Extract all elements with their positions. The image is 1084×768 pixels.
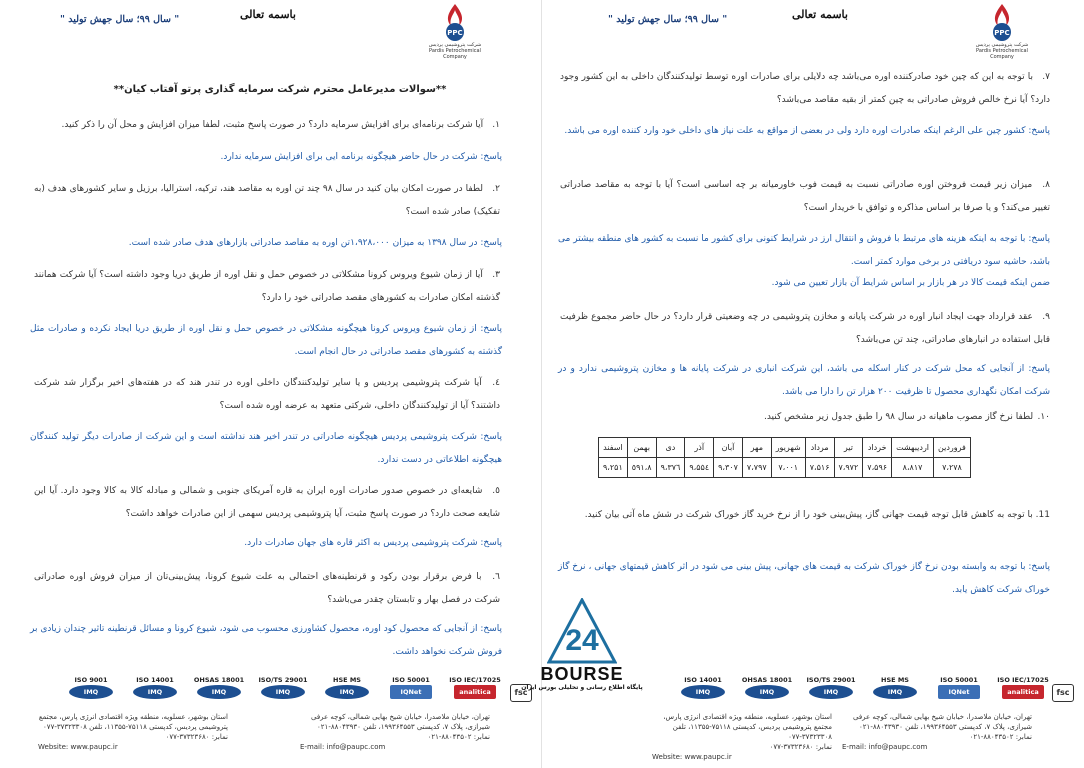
question-8 xyxy=(560,174,1050,220)
logo-company-name: شرکت پتروشیمی پردیس xyxy=(428,42,482,48)
table-cell: ۹،۲۵۱ xyxy=(599,458,628,478)
logo-abbr: PPC xyxy=(994,29,1010,37)
fsc-icon: fsc xyxy=(1052,684,1074,702)
question-text: آیا شرکت برنامه‌ای برای افزایش سرمایه دارد؟ در صورت پاسخ مثبت، لطفا میزان افزایش و محل آن را ذکر کنید. xyxy=(61,120,484,130)
email-link[interactable]: E-mail: info@paupc.com xyxy=(300,743,386,751)
table-header-row xyxy=(599,438,971,458)
cert-iso-14001 xyxy=(126,676,184,699)
year-slogan: " سال ۹۹؛ سال جهش تولید " xyxy=(60,14,180,25)
table-header-cell: شهریور xyxy=(771,438,805,458)
table-header-cell: بهمن xyxy=(627,438,656,458)
cert-ohsas-18001 xyxy=(738,676,796,699)
question-number: ۸. xyxy=(1042,180,1050,190)
cert-title: HSE MS xyxy=(881,676,909,684)
question-text: با توجه به کاهش قابل توجه قیمت جهانی گاز، پیش‌بینی خود را از نرخ خرید گاز خوراک شرکت در شش ماه آتی بیان کنید. xyxy=(584,510,1033,520)
tehran-address-text: تهران، خیابان ملاصدرا، خیابان شیخ بهایی شمالی، کوچه عرفی شیرازی، پلاک ۷، کدپستی ۱۹۹۳۶۴۵۵۳، تلفن ۸۸۰۴۳۹۳۰-۰۲۱ xyxy=(852,713,1032,731)
bushehr-address-text: استان بوشهر، عسلویه، منطقه ویژه اقتصادی انرژی پارس، مجتمع پتروشیمی پردیس، کدپستی ۷۵۱۱۸-۱۱۳۵۵، تلفن ۳۷۳۲۳۳۰۸-۰۷۷ xyxy=(38,713,228,731)
table-header-cell: اسفند xyxy=(599,438,628,458)
imq-logo-icon: IMQ xyxy=(197,685,241,699)
answer-5: پاسخ: شرکت پتروشیمی پردیس به اکثر قاره های جهان صادرات دارد. xyxy=(244,538,502,548)
question-7 xyxy=(560,66,1050,112)
table-cell: ۷،۰۰۱ xyxy=(771,458,805,478)
cert-title: ISO 9001 xyxy=(74,676,108,684)
question-6 xyxy=(34,566,500,612)
question-number: ۳. xyxy=(492,270,500,280)
question-number: ۲. xyxy=(492,184,500,194)
bourse24-logo-icon xyxy=(547,598,617,664)
answer-9: پاسخ: از آنجایی که محل شرکت در کنار اسکله می باشد، این شرکت انباری در شرکت پایانه ها و مخازن پتروشیمی ندارد و در شرکت امکان نگهداری محصول تا ظرفیت ۲۰۰ هزار تن را دارا می باشد. xyxy=(558,364,1050,397)
question-text: میزان زیر قیمت فروختن اوره صادراتی نسبت به قیمت فوب خاورمیانه بر چه اساسی است؟ آیا با توجه به مقاصد صادراتی تغییر می‌کند؟ و یا صرفا بر اساس مذاکره و توافق با خریدار است؟ xyxy=(560,180,1050,213)
bushehr-fax: نمابر: ۳۷۳۲۳۶۸۰-۰۷۷ xyxy=(769,743,832,751)
bismillah-heading: باسمه تعالی xyxy=(240,8,296,21)
logo-company-name-en: Pardis Petrochemical Company xyxy=(976,48,1028,60)
bismillah-heading: باسمه تعالی xyxy=(792,8,848,21)
table-header-cell: دی xyxy=(656,438,685,458)
answer-3: پاسخ: از زمان شیوع ویروس کرونا هیچگونه مشکلاتی در خصوص حمل و نقل اوره از طریق دریا ایجاد نکرده و صادرات مثل گذشته به کشورهای مقصد صادراتی در حال انجام است. xyxy=(30,324,502,357)
question-3 xyxy=(34,264,500,310)
table-cell: ۹،۳۷٦ xyxy=(656,458,685,478)
cert-iso-ts-29001 xyxy=(254,676,312,699)
logo-abbr: PPC xyxy=(447,29,463,37)
cert-iso-iec-17025 xyxy=(446,676,504,699)
gas-rate-table xyxy=(598,437,971,478)
question-number: ٥. xyxy=(492,486,500,496)
logo-company-name-en: Pardis Petrochemical Company xyxy=(429,48,481,60)
question-1 xyxy=(34,114,500,137)
tehran-fax: نمابر: ۸۸۰۴۳۵۰۲-۰۲۱ xyxy=(427,733,490,741)
tehran-address-text: تهران، خیابان ملاصدرا، خیابان شیخ بهایی شمالی، کوچه عرفی شیرازی، پلاک ۷، کدپستی ۱۹۹۳۶۴۵۵۳، تلفن ۸۸۰۴۳۹۳۰-۰۲۱ xyxy=(310,713,490,731)
analitica-logo-icon: analitica xyxy=(454,685,496,699)
cert-iso-ts-29001 xyxy=(802,676,860,699)
table-cell: ۷،۵۹۶ xyxy=(863,458,892,478)
bushehr-fax: نمابر: ۳۷۳۲۳۶۸۰-۰۷۷ xyxy=(165,733,228,741)
question-10 xyxy=(560,406,1050,429)
table-cell: ۷،۵۱۶ xyxy=(805,458,834,478)
cert-title: HSE MS xyxy=(333,676,361,684)
website-link[interactable]: Website: www.paupc.ir xyxy=(652,753,732,761)
bourse-subtitle: پایگاه اطلاع رسانی و تحلیلی بورس ایران xyxy=(521,684,643,691)
table-cell: ۷،۲۷۸ xyxy=(934,458,971,478)
bushehr-address xyxy=(38,712,228,752)
question-text: عقد قرارداد جهت ایجاد انبار اوره در شرکت پایانه و مخازن پتروشیمی در چه وضعیتی قرار دارد؟ در حال حاضر مجموع ظرفیت قابل استفاده در انبارهای صادراتی، چند تن می‌باشد؟ xyxy=(560,312,1050,345)
question-text: آیا شرکت پتروشیمی پردیس و یا سایر تولیدکنندگان داخلی اوره در تندر هند که در هفته‌های اخیر برگزار شد شرکت داشتند؟ آیا از تولیدکنندگان داخلی، شرکتی متعهد به عرضه اوره شده است؟ xyxy=(34,378,500,411)
question-number: ۱۰. xyxy=(1037,412,1050,422)
table-cell: ۹،۳۰۷ xyxy=(714,458,743,478)
bourse24-watermark xyxy=(512,598,652,694)
cert-title: ISO/TS 29001 xyxy=(806,676,856,684)
certification-row xyxy=(652,676,1052,708)
flame-logo-icon xyxy=(985,2,1019,42)
logo-company-name: شرکت پتروشیمی پردیس xyxy=(975,42,1029,48)
iqnet-logo-icon: IQNet xyxy=(938,685,980,699)
question-number: ٦. xyxy=(492,572,500,582)
table-cell: ۷،۹۷۲ xyxy=(834,458,863,478)
cert-title: OHSAS 18001 xyxy=(193,676,245,684)
company-logo xyxy=(972,2,1032,64)
table-row xyxy=(599,458,971,478)
table-header-cell: آبان xyxy=(714,438,743,458)
cert-title: OHSAS 18001 xyxy=(741,676,793,684)
question-4 xyxy=(34,372,500,418)
bourse-name: BOURSE xyxy=(540,664,624,684)
imq-logo-icon: IMQ xyxy=(873,685,917,699)
cert-ohsas-18001 xyxy=(190,676,248,699)
cert-iso-14001 xyxy=(674,676,732,699)
cert-iso-50001 xyxy=(930,676,988,699)
question-number: 11. xyxy=(1035,510,1050,520)
year-slogan: " سال ۹۹؛ سال جهش تولید " xyxy=(608,14,728,25)
question-number: ٤. xyxy=(492,378,500,388)
question-11 xyxy=(560,504,1050,527)
analitica-logo-icon: analitica xyxy=(1002,685,1044,699)
website-link[interactable]: Website: www.paupc.ir xyxy=(38,743,118,751)
answer-2: پاسخ: در سال ۱۳۹۸ به میزان ۱،۹۲۸،۰۰۰تن اوره به مقاصد صادراتی بازارهای هدف صادر شده است. xyxy=(128,238,502,248)
cert-iso-iec-17025 xyxy=(994,676,1052,699)
question-text: لطفا نرخ گاز مصوب ماهیانه در سال ۹۸ را طبق جدول زیر مشخص کنید. xyxy=(763,412,1034,422)
company-logo xyxy=(425,2,485,64)
document-title: **سوالات مدیرعامل محترم شرکت سرمایه گذاری پرتو آفتاب کیان** xyxy=(113,84,447,95)
cert-title: ISO IEC/17025 xyxy=(997,676,1049,684)
imq-logo-icon: IMQ xyxy=(133,685,177,699)
table-header-cell: فروردین xyxy=(934,438,971,458)
flame-logo-icon xyxy=(438,2,472,42)
cert-title: ISO 50001 xyxy=(940,676,978,684)
table-cell: ۹،۵۵٤ xyxy=(685,458,714,478)
cert-title: ISO IEC/17025 xyxy=(449,676,501,684)
answer-8-continued: ضمن اینکه قیمت کالا در هر بازار بر اساس شرایط آن بازار تعیین می شود. xyxy=(771,278,1050,288)
cert-title: ISO 50001 xyxy=(392,676,430,684)
table-header-cell: آذر xyxy=(685,438,714,458)
table-header-cell: اردیبهشت xyxy=(892,438,934,458)
cert-iso-50001 xyxy=(382,676,440,699)
table-cell: ۸،٥۹۱ xyxy=(627,458,656,478)
tehran-address xyxy=(842,712,1032,752)
answer-4: پاسخ: شرکت پتروشیمی پردیس هیچگونه صادراتی در تندر اخیر هند نداشته است و این شرکت از صادرات دیگر تولید کنندگان هیچگونه اطلاعاتی در دست ندارد. xyxy=(30,432,502,465)
question-text: با فرض برقرار بودن رکود و قرنطینه‌های احتمالی به علت شیوع کرونا، پیش‌بینی‌تان از میزان فروش اوره صادراتی شرکت در فصل بهار و تابستان چقدر می‌باشد؟ xyxy=(34,572,500,605)
answer-6: پاسخ: از آنجایی که محصول کود اوره، محصول کشاورزی محسوب می شود، شیوع کرونا و مسائل قرنطینه تاثیر چندان زیادی بر فروش شرکت نخواهد داشت. xyxy=(30,624,502,657)
imq-logo-icon: IMQ xyxy=(745,685,789,699)
question-text: لطفا در صورت امکان بیان کنید در سال ۹۸ چند تن اوره به مقاصد هند، ترکیه، استرالیا، برزیل و سایر کشورهای هدف (به تفکیک) صادر شده است؟ xyxy=(34,184,500,217)
imq-logo-icon: IMQ xyxy=(681,685,725,699)
table-cell: ۷،۷۹۷ xyxy=(742,458,771,478)
tehran-address xyxy=(300,712,490,752)
imq-logo-icon: IMQ xyxy=(261,685,305,699)
cert-iso-9001 xyxy=(62,676,120,699)
fsc-icon: fsc xyxy=(510,684,532,702)
table-header-cell: تیر xyxy=(834,438,863,458)
table-header-cell: خرداد xyxy=(863,438,892,458)
tehran-fax: نمابر: ۸۸۰۴۳۵۰۲-۰۲۱ xyxy=(969,733,1032,741)
page-footer xyxy=(0,676,542,768)
email-link[interactable]: E-mail: info@paupc.com xyxy=(842,743,928,751)
question-text: با توجه به این که چین خود صادرکننده اوره می‌باشد چه دلایلی برای صادرات اوره توسط تولیدکنندگان داخلی به این کشور وجود دارد؟ آیا نرخ خالص فروش صادراتی به چین کمتر از بقیه مقاصد می‌باشد؟ xyxy=(560,72,1050,105)
question-9 xyxy=(560,306,1050,352)
table-header-cell: مرداد xyxy=(805,438,834,458)
imq-logo-icon: IMQ xyxy=(809,685,853,699)
certification-row xyxy=(34,676,504,708)
question-5 xyxy=(34,480,500,526)
bushehr-address xyxy=(652,712,832,762)
imq-logo-icon: IMQ xyxy=(325,685,369,699)
bushehr-address-text: استان بوشهر، عسلویه، منطقه ویژه اقتصادی انرژی پارس، مجتمع پتروشیمی پردیس، کدپستی ۷۵۱۱۸-۱۱۳۵۵، تلفن ۳۷۳۲۳۳۰۸-۰۷۷ xyxy=(663,713,832,741)
answer-11: پاسخ: با توجه به وابسته بودن نرخ گاز خوراک شرکت به قیمت های جهانی، پیش بینی می شود در اثر کاهش قیمتهای جهانی ، نرخ گاز خوراک شرکت کاهش یابد. xyxy=(558,562,1050,595)
question-number: ۱. xyxy=(492,120,500,130)
question-number: ۹. xyxy=(1042,312,1050,322)
cert-title: ISO/TS 29001 xyxy=(258,676,308,684)
question-number: ۷. xyxy=(1042,72,1050,82)
table-header-cell: مهر xyxy=(742,438,771,458)
cert-title: ISO 14001 xyxy=(684,676,722,684)
question-text: آیا از زمان شیوع ویروس کرونا مشکلاتی در خصوص حمل و نقل اوره از طریق دریا وجود داشته است؟ آیا شرکت همانند گذشته امکان صادرات به کشورهای مقصد صادراتی خود را دارد؟ xyxy=(34,270,500,303)
question-2 xyxy=(34,178,500,224)
answer-7: پاسخ: کشور چین علی الرغم اینکه صادرات اوره دارد ولی در بعضی از مواقع به علت نیاز های داخلی خود وارد کننده اوره می باشد. xyxy=(564,126,1050,136)
iqnet-logo-icon: IQNet xyxy=(390,685,432,699)
bourse-number: 24 xyxy=(565,624,599,657)
question-text: شایعه‌ای در خصوص صدور صادرات اوره ایران به قاره آمریکای جنوبی و شمالی و مبادله کالا به کالا وجود دارد. آیا این شایعه صحت دارد؟ در صورت پاسخ مثبت، آیا پتروشیمی پردیس سهمی از این صادرات خواهد داشت؟ xyxy=(34,486,500,519)
imq-logo-icon: IMQ xyxy=(69,685,113,699)
cert-hse-ms xyxy=(318,676,376,699)
table-cell: ۸،۸۱۷ xyxy=(892,458,934,478)
answer-8: پاسخ: با توجه به اینکه هزینه های مرتبط با فروش و انتقال ارز در شرایط کنونی برای کشور ما نسبت به کشور های منطقه بیشتر می باشد، حاشیه سود دریافتی در برخی موارد کمتر است. xyxy=(558,234,1050,267)
answer-1: پاسخ: شرکت در حال حاضر هیچگونه برنامه ایی برای افزایش سرمایه ندارد. xyxy=(220,152,502,162)
cert-hse-ms xyxy=(866,676,924,699)
cert-title: ISO 14001 xyxy=(136,676,174,684)
